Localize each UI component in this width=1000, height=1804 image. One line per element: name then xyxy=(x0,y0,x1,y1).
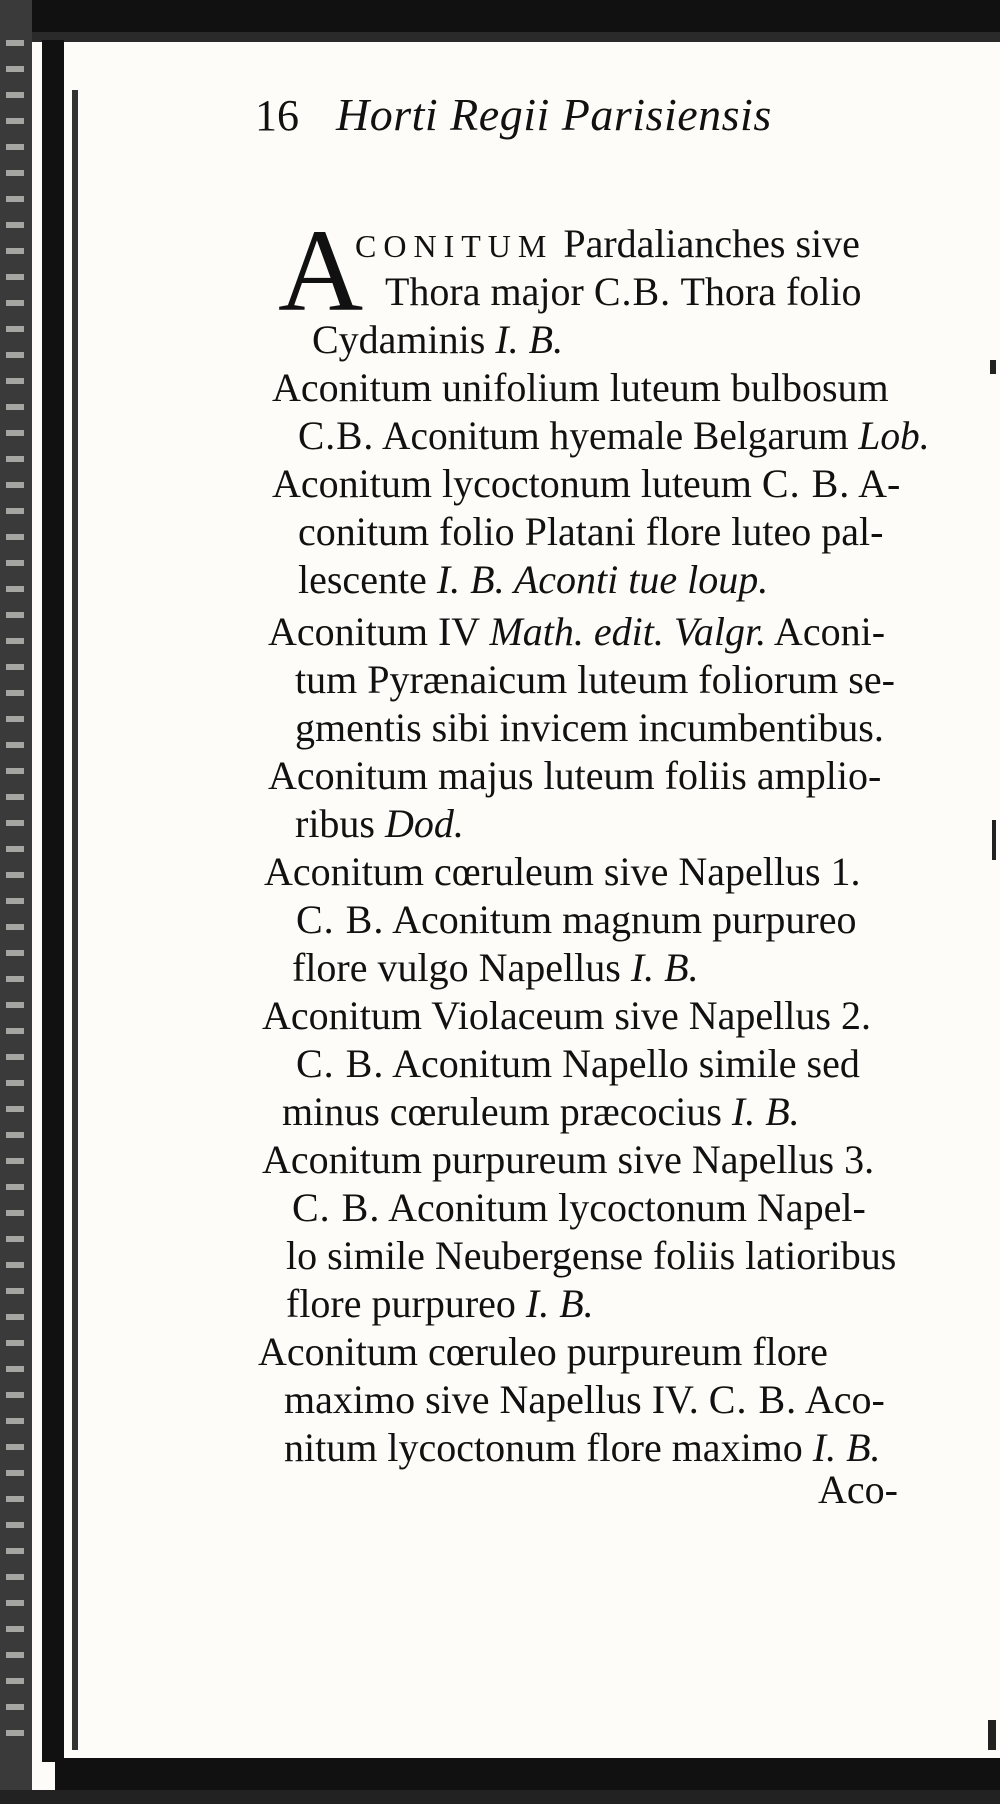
entry-line: lescente I. B. Aconti tue loup. xyxy=(298,557,769,602)
author-abbrev: I. B. xyxy=(630,945,699,990)
scan-top-edge xyxy=(0,0,1000,32)
running-title: Horti Regii Parisiensis xyxy=(336,89,772,140)
entry-line: Aconitum IV Math. edit. Valgr. Aconi- xyxy=(268,609,886,654)
page-number: 16 xyxy=(255,91,299,140)
author-abbrev: I. B. xyxy=(525,1281,594,1326)
author-abbrev: C. B. xyxy=(761,461,851,506)
entry-line: Aconitum unifolium luteum bulbosum xyxy=(272,365,889,410)
author-abbrev: Dod. xyxy=(385,801,464,846)
entry-line: CONITUM Pardalianches sive xyxy=(355,221,860,266)
entry-line: minus cœruleum præcocius I. B. xyxy=(282,1089,800,1134)
author-abbrev: Lob. xyxy=(858,413,930,458)
author-abbrev: C. B. xyxy=(296,897,385,942)
author-abbrev: C. B. xyxy=(708,1377,798,1422)
author-abbrev: I. B. xyxy=(812,1425,881,1470)
entry-line: Aconitum purpureum sive Napellus 3. xyxy=(262,1137,875,1182)
entry-line: C. B. Aconitum magnum purpureo xyxy=(296,897,857,942)
page-gutter-shadow xyxy=(42,40,64,1762)
entry-line: C. B. Aconitum lycoctonum Napel- xyxy=(292,1185,866,1230)
author-abbrev: C.B. xyxy=(298,413,375,458)
entry-line: conitum folio Platani flore luteo pal- xyxy=(298,509,884,554)
author-abbrev: C. B. xyxy=(296,1041,385,1086)
running-head xyxy=(255,89,772,140)
entry-line: Aconitum cœruleum sive Napellus 1. xyxy=(264,849,861,894)
scan-speck xyxy=(990,360,996,374)
entry-line: Thora major C.B. Thora folio xyxy=(385,269,862,314)
author-abbrev: Math. edit. Valgr. xyxy=(489,609,767,654)
entry-line: Cydaminis I. B. xyxy=(312,317,564,362)
entry-line: ribus Dod. xyxy=(295,801,464,846)
entry-line: Aconitum majus luteum foliis amplio- xyxy=(268,753,882,798)
entry-line: C. B. Aconitum Napello simile sed xyxy=(296,1041,860,1086)
entry-line: Aconitum cœruleo purpureum flore xyxy=(258,1329,828,1374)
scan-speck xyxy=(988,1720,996,1750)
author-abbrev: I. B. xyxy=(731,1089,800,1134)
vernacular-name: Aconti tue loup. xyxy=(504,557,769,602)
drop-cap: A xyxy=(278,205,364,336)
author-abbrev: C. B. xyxy=(292,1185,381,1230)
entry-line: flore vulgo Napellus I. B. xyxy=(292,945,699,990)
binding-texture xyxy=(6,40,24,1740)
author-abbrev: C.B. xyxy=(593,269,672,314)
entry-line: flore purpureo I. B. xyxy=(286,1281,594,1326)
entry-line: maximo sive Napellus IV. C. B. Aco- xyxy=(284,1377,885,1422)
entry-line: lo simile Neubergense foliis latioribus xyxy=(286,1233,897,1278)
entry-line: C.B. Aconitum hyemale Belgarum Lob. xyxy=(298,413,930,458)
entry-line: Aconitum lycoctonum luteum C. B. A- xyxy=(272,461,901,506)
entry-line: gmentis sibi invicem incumbentibus. xyxy=(295,705,884,750)
catchword: Aco- xyxy=(818,1467,898,1512)
gutter-line xyxy=(72,90,78,1750)
scan-bottom-shadow xyxy=(0,1790,1000,1804)
scan-speck xyxy=(992,820,996,860)
author-abbrev: I. B. xyxy=(436,557,505,602)
entry-line: nitum lycoctonum flore maximo I. B. xyxy=(284,1425,881,1470)
opening-small-caps: CONITUM xyxy=(355,228,554,264)
entry-line: Aconitum Violaceum sive Napellus 2. xyxy=(262,993,871,1038)
author-abbrev: I. B. xyxy=(495,317,564,362)
entry-line: tum Pyrænaicum luteum foliorum se- xyxy=(295,657,895,702)
scan-top-shadow xyxy=(30,32,1000,42)
